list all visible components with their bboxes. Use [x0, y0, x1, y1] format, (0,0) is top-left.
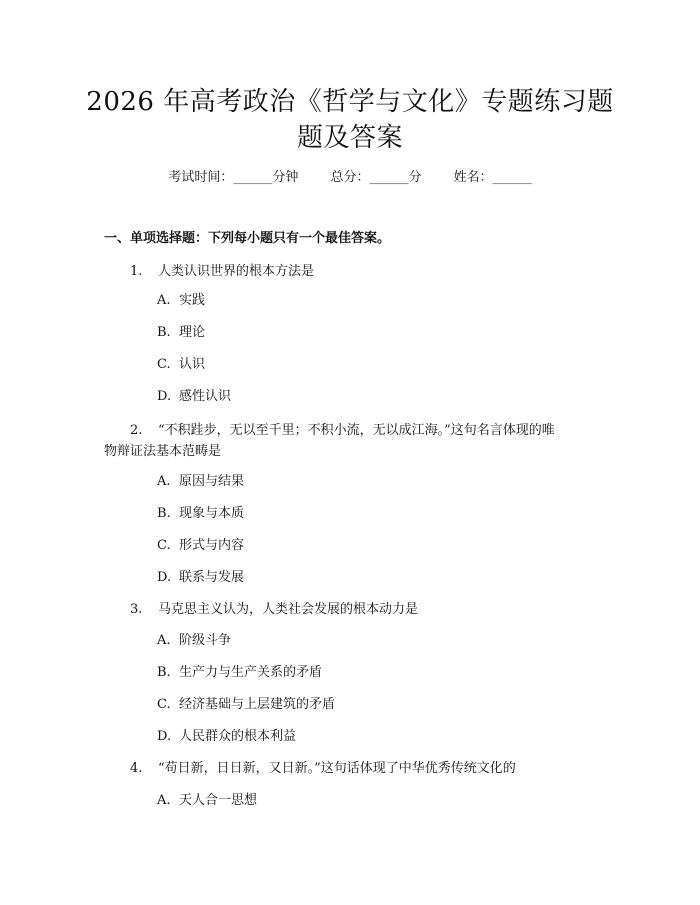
option-text: 实践 — [179, 293, 206, 308]
option-text: 形式与内容 — [179, 538, 245, 553]
option-text: 生产力与生产关系的矛盾 — [179, 665, 323, 680]
question-number: 3. — [130, 602, 143, 617]
exam-info-row — [0, 169, 700, 187]
question-3-option-c — [157, 696, 335, 714]
question-3-option-b — [157, 664, 322, 682]
question-2-option-c — [157, 537, 244, 555]
option-letter: B. — [157, 325, 171, 340]
question-2-option-b — [157, 505, 244, 523]
question-3-option-d — [157, 728, 296, 746]
option-text: 联系与发展 — [179, 570, 245, 585]
question-text: “苟日新，日日新，又日新。”这句话体现了中华优秀传统文化的 — [158, 761, 516, 776]
option-letter: A. — [157, 293, 171, 308]
question-number: 2. — [130, 423, 143, 438]
option-text: 经济基础与上层建筑的矛盾 — [179, 697, 336, 712]
option-letter: B. — [157, 665, 171, 680]
option-letter: A. — [157, 633, 171, 648]
option-text: 现象与本质 — [179, 506, 245, 521]
option-text: 阶级斗争 — [179, 633, 232, 648]
document-title-line-1: 2026 年高考政治《哲学与文化》专题练习题 — [86, 87, 614, 117]
exam-time-field: 考试时间：______分钟 — [168, 170, 299, 185]
option-letter: C. — [157, 697, 171, 712]
question-4 — [130, 758, 590, 779]
option-letter: D. — [157, 570, 172, 585]
option-letter: A. — [157, 793, 171, 808]
option-text: 人民群众的根本利益 — [179, 729, 297, 744]
document-title-line-2: 题及答案 — [296, 123, 403, 153]
option-text: 理论 — [179, 325, 206, 340]
option-letter: B. — [157, 506, 171, 521]
question-2 — [104, 420, 590, 462]
student-name-field: 姓名：______ — [453, 170, 532, 185]
question-1-option-b — [157, 324, 205, 342]
question-3 — [130, 599, 590, 620]
section-heading: 一、单项选择题：下列每小题只有一个最佳答案。 — [104, 231, 391, 246]
option-letter: C. — [157, 538, 171, 553]
option-letter: D. — [157, 389, 172, 404]
question-2-option-d — [157, 569, 244, 587]
question-number: 4. — [130, 761, 143, 776]
option-text: 天人合一思想 — [179, 793, 258, 808]
question-4-option-a — [157, 792, 257, 810]
total-score-field: 总分：______分 — [330, 170, 422, 185]
question-1-option-d — [157, 388, 231, 406]
question-number: 1. — [130, 264, 143, 279]
question-1-option-a — [157, 292, 205, 310]
question-text: “不积跬步，无以至千里；不积小流，无以成江海。”这句名言体现的唯 — [158, 423, 555, 438]
question-3-option-a — [157, 632, 231, 650]
option-text: 原因与结果 — [179, 474, 245, 489]
question-text-continued: 物辩证法基本范畴是 — [104, 444, 222, 459]
option-letter: D. — [157, 729, 172, 744]
option-text: 感性认识 — [179, 389, 232, 404]
option-letter: A. — [157, 474, 171, 489]
question-1 — [130, 261, 590, 282]
option-letter: C. — [157, 357, 171, 372]
option-text: 认识 — [179, 357, 206, 372]
question-2-option-a — [157, 473, 244, 491]
question-text: 人类认识世界的根本方法是 — [158, 264, 315, 279]
question-1-option-c — [157, 356, 205, 374]
question-text: 马克思主义认为，人类社会发展的根本动力是 — [158, 602, 419, 617]
